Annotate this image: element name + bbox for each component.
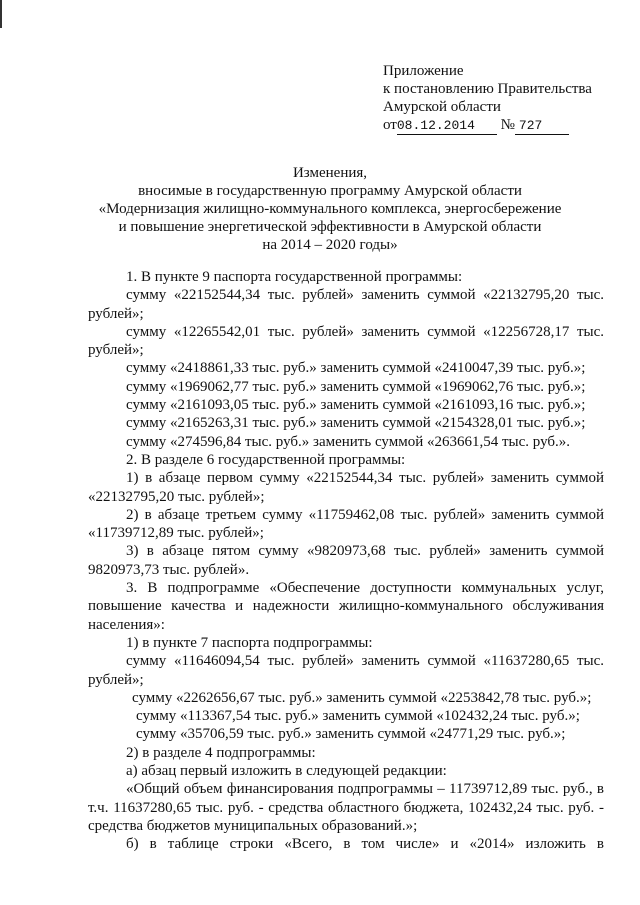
scan-edge-mark <box>0 0 2 28</box>
title-line-5: на 2014 – 2020 годы» <box>262 237 398 253</box>
paragraph-22: б) в таблице строки «Всего, в том числе» и «2014» изложить в <box>126 836 604 853</box>
date-prefix: от <box>383 117 397 133</box>
paragraph-16: сумму «2262656,67 тыс. руб.» заменить суммой «2253842,78 тыс. руб.»; <box>132 689 592 706</box>
paragraph-18: сумму «35706,59 тыс. руб.» заменить суммой «24771,29 тыс. руб.»; <box>136 726 566 743</box>
paragraph-3: сумму «12265542,01 тыс. рублей» заменить суммой «12256728,17 тыс. рублей»; <box>88 323 604 359</box>
title-line-3: «Модернизация жилищно-коммунального комплекса, энергосбережение <box>98 201 562 217</box>
paragraph-10: 1) в абзаце первом сумму «22152544,34 тыс. рублей» заменить суммой «22132795,20 тыс. рублей»; <box>88 470 604 505</box>
resolution-date: 08.12.2014 <box>397 118 497 135</box>
paragraph-17: сумму «113367,54 тыс. руб.» заменить суммой «102432,24 тыс. руб.»; <box>136 708 580 725</box>
paragraph-9: 2. В разделе 6 государственной программы: <box>126 451 406 468</box>
resolution-number: 727 <box>515 118 569 135</box>
paragraph-2: сумму «22152544,34 тыс. рублей» заменить суммой «22132795,20 тыс. рублей»; <box>88 287 604 322</box>
paragraph-11: 2) в абзаце третьем сумму «11759462,08 тыс. рублей» заменить суммой «11739712,89 тыс. рублей»; <box>88 506 604 542</box>
number-sign: № <box>500 117 515 133</box>
title-line-2: вносимые в государственную программу Амурской области <box>138 183 522 199</box>
appendix-resolution-line: к постановлению Правительства <box>383 81 592 97</box>
document-body <box>88 268 604 854</box>
title-line-4: и повышение энергетической эффективности в Амурской области <box>118 219 542 235</box>
paragraph-7: сумму «2165263,31 тыс. руб.» заменить суммой «2154328,01 тыс. руб.»; <box>126 415 586 432</box>
paragraph-15: сумму «11646094,54 тыс. рублей» заменить суммой «11637280,65 тыс. рублей»; <box>88 653 604 688</box>
appendix-header <box>383 62 623 135</box>
paragraph-1: 1. В пункте 9 паспорта государственной программы: <box>126 269 463 285</box>
paragraph-14: 1) в пункте 7 паспорта подпрограммы: <box>126 634 373 651</box>
appendix-label: Приложение <box>383 63 464 79</box>
title-line-1: Изменения, <box>292 165 368 181</box>
paragraph-8: сумму «274596,84 тыс. руб.» заменить суммой «263661,54 тыс. руб.». <box>126 433 571 450</box>
paragraph-13: 3. В подпрограмме «Обеспечение доступности коммунальных услуг, повышение качества и надежности жилищно-коммунального обслуживания населения»: <box>88 580 604 633</box>
paragraph-19: 2) в разделе 4 подпрограммы: <box>126 744 316 761</box>
appendix-date-number-line <box>383 116 623 135</box>
paragraph-4: сумму «2418861,33 тыс. руб.» заменить суммой «2410047,39 тыс. руб.»; <box>126 360 586 377</box>
document-title <box>60 164 600 254</box>
appendix-region-line: Амурской области <box>383 99 501 115</box>
paragraph-6: сумму «2161093,05 тыс. руб.» заменить суммой «2161093,16 тыс. руб.»; <box>126 397 586 414</box>
paragraph-12: 3) в абзаце пятом сумму «9820973,68 тыс. рублей» заменить суммой 9820973,73 тыс. рублей». <box>88 543 604 578</box>
paragraph-21: «Общий объем финансирования подпрограммы – 11739712,89 тыс. руб., в т.ч. 11637280,65 тыс. руб. - средства областного бюджета, 102432,24 тыс. руб. - средства бюджетов муниципальных образований.»; <box>88 781 604 834</box>
paragraph-5: сумму «1969062,77 тыс. руб.» заменить суммой «1969062,76 тыс. руб.»; <box>126 378 586 395</box>
paragraph-20: а) абзац первый изложить в следующей редакции: <box>126 763 447 780</box>
